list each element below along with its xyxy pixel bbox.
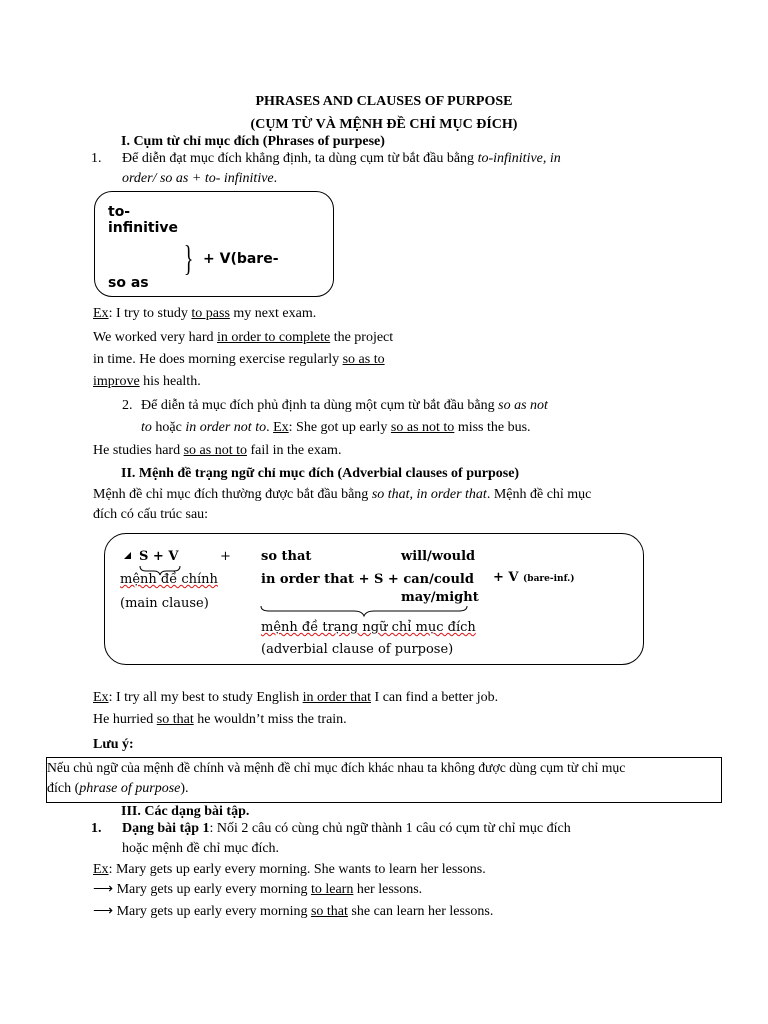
- diagram-1-top-2: infinitive: [108, 220, 179, 236]
- note-line-2: đích (phrase of purpose).: [47, 781, 189, 796]
- section-1-heading: I. Cụm từ chỉ mục đích (Phrases of purpese): [121, 134, 385, 149]
- exercise-1-line-1: Dạng bài tập 1: Nối 2 câu có cùng chủ ngữ thành 1 câu có cụm từ chỉ mục đích: [122, 821, 571, 836]
- note-line-1: Nếu chủ ngữ của mệnh đề chính và mệnh đề chỉ mục đích khác nhau ta không được dùng cụm từ chỉ mục: [47, 760, 626, 775]
- example-7: He hurried so that he wouldn’t miss the train.: [93, 712, 347, 727]
- diagram-1-top: to-: [108, 204, 131, 220]
- exercise-1-answer-2: ⟶ Mary gets up early every morning so that she can learn her lessons.: [93, 904, 494, 919]
- example-2: We worked very hard in order to complete the project: [93, 330, 394, 345]
- section-2-heading: II. Mệnh đề trạng ngữ chỉ mục đích (Adverbial clauses of purpose): [121, 466, 520, 481]
- exercise-1-number: 1.: [91, 821, 102, 836]
- page-subtitle: (CỤM TỪ VÀ MỆNH ĐỀ CHỈ MỤC ĐÍCH): [250, 117, 518, 132]
- example-1: Ex: I try to study to pass my next exam.: [93, 306, 317, 321]
- section-2-intro-1: Mệnh đề chỉ mục đích thường được bắt đầu bằng so that, in order that. Mệnh đề chỉ mục: [93, 487, 592, 502]
- example-4: improve his health.: [93, 374, 201, 389]
- example-3: in time. He does morning exercise regularly so as to: [93, 352, 385, 367]
- diagram-2-in-order-that: in order that +: [261, 572, 370, 587]
- diagram-2-s-can: S + can/could: [374, 572, 474, 587]
- adverbial-clause-brace: [261, 606, 467, 616]
- diagram-2-may: may/might: [401, 590, 479, 605]
- diagram-2-main-clause-vn: mệnh đề chính: [120, 572, 218, 587]
- triangle-marker-icon: [124, 552, 131, 559]
- diagram-2-so-that: so that: [261, 549, 312, 564]
- section-3-heading: III. Các dạng bài tập.: [121, 804, 250, 819]
- diagram-2-sv: S + V: [139, 549, 179, 564]
- item-1-line-2: order/ so as + to- infinitive.: [122, 171, 278, 186]
- diagram-2-adverbial-vn: mệnh đề trạng ngữ chỉ mục đích: [261, 620, 476, 635]
- section-2-intro-2: đích có cấu trúc sau:: [93, 507, 209, 522]
- item-2-number: 2.: [122, 398, 133, 413]
- diagram-2-adverbial-en: (adverbial clause of purpose): [261, 642, 454, 657]
- diagram-1-right: + V(bare-: [203, 251, 279, 267]
- example-6: Ex: I try all my best to study English in order that I can find a better job.: [93, 690, 499, 705]
- exercise-1-example: Ex: Mary gets up early every morning. She wants to learn her lessons.: [93, 862, 486, 877]
- note-label: Lưu ý:: [93, 737, 134, 752]
- page-title: PHRASES AND CLAUSES OF PURPOSE: [255, 94, 513, 109]
- exercise-1-answer-1: ⟶ Mary gets up early every morning to learn her lessons.: [93, 882, 423, 897]
- diagram-2-will: will/would: [401, 549, 476, 564]
- diagram-2-v-bare: + V (bare-inf.): [493, 570, 575, 585]
- exercise-1-line-2: hoặc mệnh đề chỉ mục đích.: [122, 841, 280, 856]
- arrow-icon: ⟶: [93, 904, 114, 919]
- diagram-1-brace: }: [183, 238, 194, 278]
- example-5: He studies hard so as not to fail in the exam.: [93, 443, 342, 458]
- arrow-icon: ⟶: [93, 882, 114, 897]
- diagram-1-bottom: so as: [108, 275, 149, 291]
- diagram-2-main-clause-en: (main clause): [120, 596, 209, 611]
- item-1-number: 1.: [91, 151, 102, 166]
- item-1-line-1: Để diễn đạt mục đích khẳng định, ta dùng cụm từ bắt đầu bằng to-infinitive, in: [122, 151, 561, 166]
- diagram-2-plus: +: [220, 549, 231, 564]
- item-2-line-1: Để diễn tả mục đích phủ định ta dùng một cụm từ bắt đầu bằng so as not: [141, 398, 548, 413]
- item-2-line-2: to hoặc in order not to. Ex: She got up early so as not to miss the bus.: [141, 420, 531, 435]
